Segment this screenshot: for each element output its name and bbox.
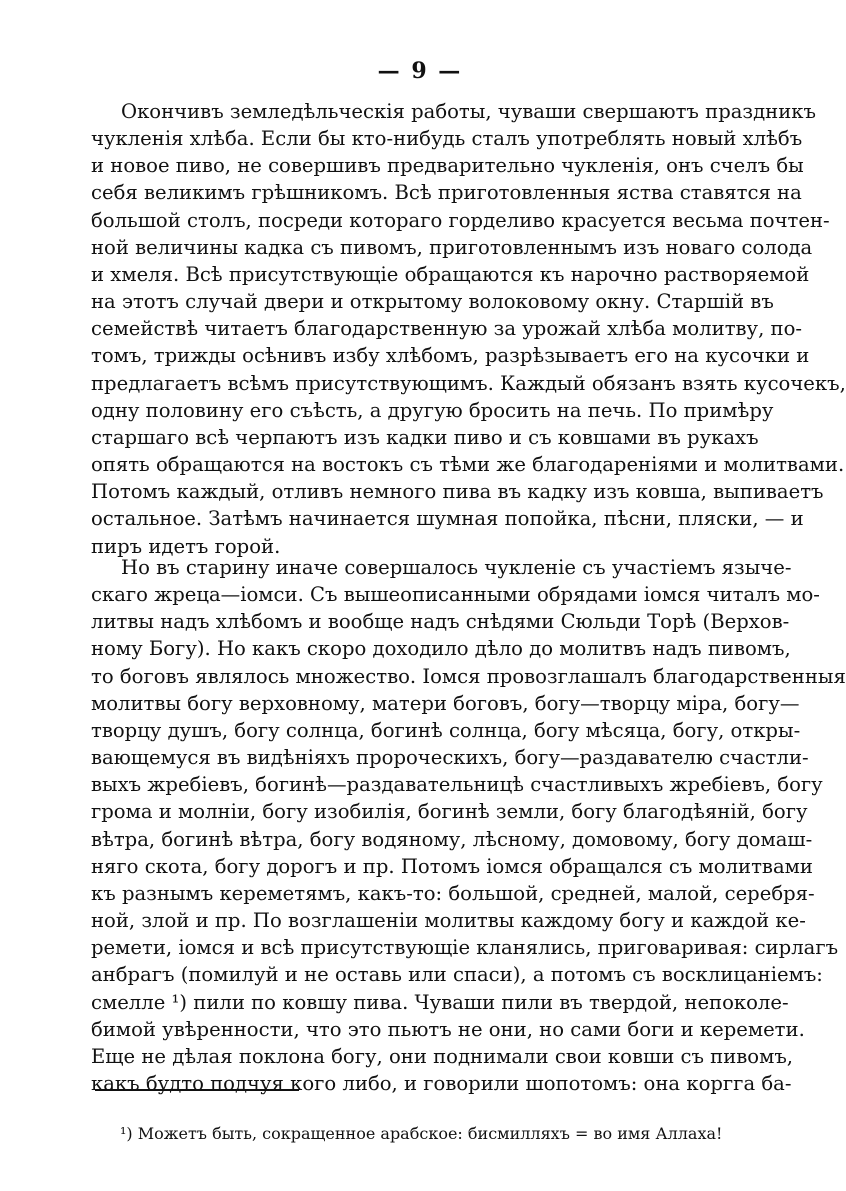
- text-line: Потомъ каждый, отливъ немного пива въ кадку изъ ковша, выпиваетъ: [91, 480, 824, 504]
- page-number: — 9 —: [377, 58, 463, 84]
- text-line: одну половину его съѣсть, а другую бросить на печь. По примѣру: [91, 398, 774, 422]
- text-line: Еще не дѣлая поклона богу, они поднимали свои ковши съ пивомъ,: [91, 1044, 794, 1068]
- text-line: къ разнымъ кереметямъ, какъ-то: большой, средней, малой, серебря-: [91, 881, 815, 905]
- text-line: томъ, трижды осѣнивъ избу хлѣбомъ, разрѣзываетъ его на кусочки и: [91, 344, 810, 368]
- text-line: старшаго всѣ черпаютъ изъ кадки пиво и съ ковшами въ рукахъ: [91, 425, 759, 449]
- text-line: смелле ¹) пили по ковшу пива. Чуваши пили въ твердой, непоколе-: [91, 990, 789, 1014]
- text-line: Окончивъ земледѣльческія работы, чуваши свершаютъ праздникъ: [121, 100, 816, 123]
- text-line: большой столъ, посреди котораго горделиво красуется весьма почтен-: [91, 208, 830, 232]
- text-line: семействѣ читаетъ благодарственную за урожай хлѣба молитву, по-: [91, 317, 803, 341]
- text-line: творцу душъ, богу солнца, богинѣ солнца, богу мѣсяца, богу, откры-: [91, 718, 801, 742]
- text-line: опять обращаются на востокъ съ тѣми же благодареніями и молитвами.: [91, 453, 845, 477]
- text-line: то боговъ являлось множество. Іомся провозглашалъ благодарственныя: [91, 664, 846, 688]
- text-line: себя великимъ грѣшникомъ. Всѣ приготовленныя яства ставятся на: [91, 181, 802, 205]
- text-line: и новое пиво, не совершивъ предварительно чукленія, онъ счелъ бы: [91, 154, 804, 178]
- footnote: ¹) Можетъ быть, сокращенное арабское: бисмилляхъ = во имя Аллаха!: [120, 1124, 723, 1143]
- paragraph-1: [91, 98, 846, 560]
- text-line: Но въ старину иначе совершалось чукленіе съ участіемъ языче-: [121, 556, 792, 579]
- text-line: грома и молніи, богу изобилія, богинѣ земли, богу благодѣяній, богу: [91, 800, 808, 824]
- text-line: скаго жреца—іомси. Съ вышеописанными обрядами іомся читалъ мо-: [91, 583, 820, 607]
- text-line: анбрагъ (помилуй и не оставь или спаси), а потомъ съ восклицаніемъ:: [91, 963, 823, 987]
- text-line: вающемуся въ видѣніяхъ пророческихъ, богу—раздавателю счастли-: [91, 746, 809, 770]
- text-line: пиръ идетъ горой.: [91, 534, 281, 558]
- text-line: на этотъ случай двери и открытому волоковому окну. Старшій въ: [91, 290, 774, 314]
- text-line: и хмеля. Всѣ присутствующіе обращаются къ нарочно растворяемой: [91, 262, 810, 286]
- text-line: ремети, іомся и всѣ присутствующіе кланялись, приговаривая: сирлагъ: [91, 936, 839, 960]
- text-line: вѣтра, богинѣ вѣтра, богу водяному, лѣсному, домовому, богу домаш-: [91, 827, 813, 851]
- text-line: няго скота, богу дорогъ и пр. Потомъ іомся обращался съ молитвами: [91, 854, 813, 878]
- text-line: молитвы богу верховному, матери боговъ, богу—творцу міра, богу—: [91, 691, 800, 715]
- footnote-divider: [95, 1089, 299, 1091]
- text-line: остальное. Затѣмъ начинается шумная попойка, пѣсни, пляски, — и: [91, 507, 804, 531]
- text-line: ному Богу). Но какъ скоро доходило дѣло до молитвъ надъ пивомъ,: [91, 637, 791, 661]
- text-line: какъ будто подчуя кого либо, и говорили шопотомъ: она коргга ба-: [91, 1071, 792, 1095]
- text-line: ной, злой и пр. По возглашеніи молитвы каждому богу и каждой ке-: [91, 909, 806, 933]
- paragraph-2: [91, 554, 846, 1097]
- text-line: предлагаетъ всѣмъ присутствующимъ. Каждый обязанъ взять кусочекъ,: [91, 371, 846, 395]
- text-line: ной величины кадка съ пивомъ, приготовленнымъ изъ новаго солода: [91, 235, 813, 259]
- text-line: бимой увѣренности, что это пьютъ не они, но сами боги и керемети.: [91, 1017, 805, 1041]
- text-line: чукленія хлѣба. Если бы кто-нибудь сталъ употреблять новый хлѣбъ: [91, 127, 803, 151]
- text-line: выхъ жребіевъ, богинѣ—раздавательницѣ счастливыхъ жребіевъ, богу: [91, 773, 823, 797]
- text-line: литвы надъ хлѣбомъ и вообще надъ снѣдями Сюльди Торѣ (Верхов-: [91, 610, 790, 634]
